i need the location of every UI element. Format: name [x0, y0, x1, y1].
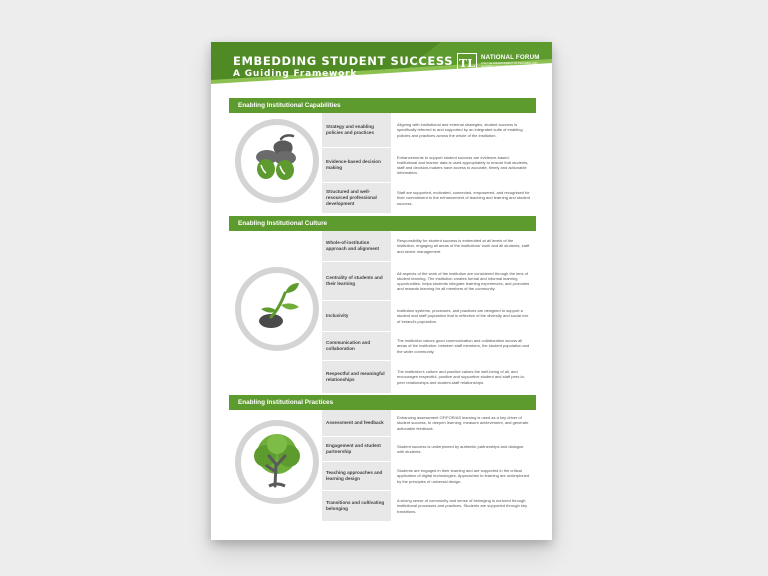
table-row	[322, 332, 536, 361]
row-label: Evidence-based decision making	[322, 148, 391, 182]
row-label: Strategy and enabling policies and practices	[322, 113, 391, 147]
row-label: Communication and collaboration	[322, 332, 391, 360]
section-practices	[229, 395, 536, 522]
header-banner	[211, 42, 552, 89]
row-label: Engagement and student partnership	[322, 437, 391, 461]
page-subtitle: A Guiding Framework	[233, 69, 358, 79]
table-row	[322, 183, 536, 214]
row-label: Respectful and meaningful relationships	[322, 361, 391, 393]
section-capabilities	[229, 98, 536, 213]
tl-logo-mark: TL	[457, 53, 477, 75]
row-description: Aligning with institutional and external strategies, student success is specifically referred to and supported by an integrated suite of enabling policies and practices across the whole of the institution.	[391, 113, 536, 147]
table-row	[322, 113, 536, 148]
row-label: Structured and well-resourced professional development	[322, 183, 391, 213]
page-title: EMBEDDING STUDENT SUCCESS	[233, 54, 454, 68]
row-label: Whole-of-institution approach and alignment	[322, 231, 391, 261]
section-title: Enabling Institutional Capabilities	[229, 98, 536, 113]
row-label: Inclusivity	[322, 301, 391, 331]
row-label: Centrality of students and their learning	[322, 262, 391, 300]
framework-poster	[211, 42, 552, 540]
tree-icon	[235, 420, 319, 504]
national-forum-logo	[457, 53, 549, 79]
table-row	[322, 410, 536, 437]
row-description: Student success is underpinned by authentic partnerships and dialogue with students.	[391, 437, 536, 461]
row-description: Staff are supported, motivated, connected, empowered, and recognised for their commitment to the enhancement of teaching and learning and student success.	[391, 183, 536, 213]
row-description: Students are engaged in their learning and are supported in the critical application of digital technologies. Approaches to learning are underpinned by the principles of universal design.	[391, 462, 536, 490]
table-row	[322, 231, 536, 262]
row-label: Transitions and cultivating belonging	[322, 491, 391, 521]
logo-tagline: FOR THE ENHANCEMENT OF TEACHING AND LEARNING IN HIGHER EDUCATION	[481, 62, 538, 69]
row-description: The institution's culture and practice values the well-being of all, and encourages respectful, positive and supportive student and staff peer-to-peer relationships and student-staff relationships.	[391, 361, 536, 393]
logo-name: NATIONAL FORUM	[481, 54, 540, 61]
acorn-icon	[235, 119, 319, 203]
row-label: Assessment and feedback	[322, 410, 391, 436]
table-row	[322, 437, 536, 462]
table-row	[322, 462, 536, 491]
section-title: Enabling Institutional Culture	[229, 216, 536, 231]
row-description: Institution systems, processes, and practices are designed to support a student and staff population that is reflective of the diversity and social mix of Ireland's population.	[391, 301, 536, 331]
section-title: Enabling Institutional Practices	[229, 395, 536, 410]
row-description: A strong sense of community and sense of belonging is nurtured through institutional processes and practices. Students are supported through key transitions.	[391, 491, 536, 521]
row-description: Responsibility for student success is embedded at all levels of the institution, engaging all areas of the institutions' work and all students, staff and senior management.	[391, 231, 536, 261]
table-row	[322, 262, 536, 301]
row-description: Enhancements to support student success are evidence-based. Institutional and learner data is used appropriately to ensure that students, staff and decision-makers have access to accurate, timely and actionable information.	[391, 148, 536, 182]
sprout-icon	[235, 267, 319, 351]
table-row	[322, 148, 536, 183]
row-description: All aspects of the work of the institution are considered through the lens of student learning. The institution creates formal and informal learning opportunities, helps students integrate learning experiences, and promotes and rewards learning for all members of the community.	[391, 262, 536, 300]
row-description: The institution values good communication and collaboration across all areas of the institution: between staff members, the student population and the wider community.	[391, 332, 536, 360]
table-row	[322, 491, 536, 522]
row-description: Enhancing assessment OF/FOR/AS learning is used as a key driver of student success, to deepen learning, measure achievement, and generate actionable feedback.	[391, 410, 536, 436]
section-culture	[229, 216, 536, 391]
table-row	[322, 361, 536, 394]
row-label: Teaching approaches and learning design	[322, 462, 391, 490]
table-row	[322, 301, 536, 332]
